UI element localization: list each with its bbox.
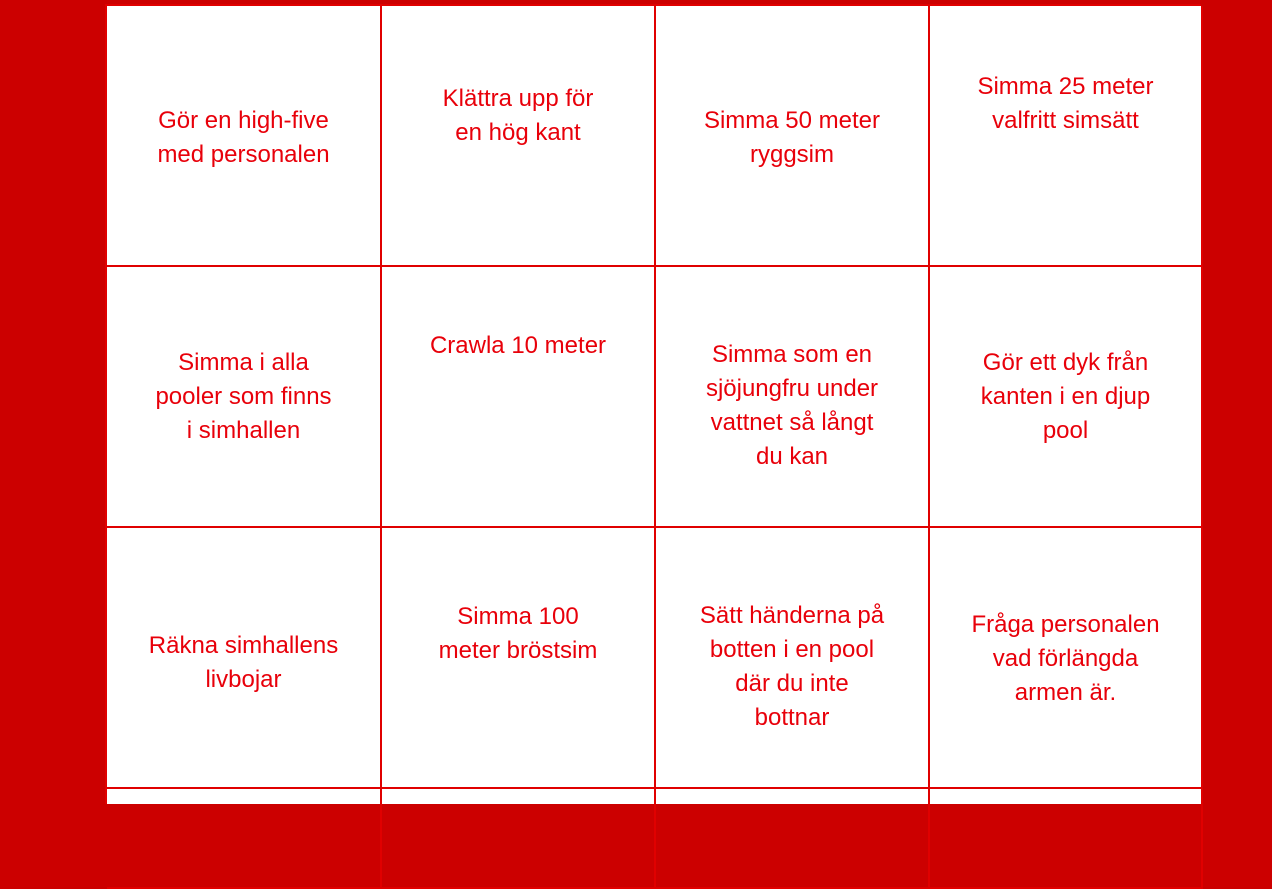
bingo-cell: [382, 267, 656, 528]
bingo-cell: [656, 267, 930, 528]
bingo-cell-text: Fråga personalen vad förlängda armen är.: [971, 610, 1160, 706]
bingo-cell-empty: [930, 789, 1203, 889]
bingo-cell-empty: [107, 789, 382, 889]
bingo-cell-text: Räkna simhallens livbojar: [148, 631, 339, 693]
bingo-cell: [382, 528, 656, 789]
bingo-cell-text: Simma 100 meter bröstsim: [438, 603, 598, 664]
bingo-cell: [930, 267, 1203, 528]
bingo-cell: [656, 6, 930, 267]
bingo-cell-text: Klättra upp för en hög kant: [442, 85, 594, 146]
bingo-cell: [107, 267, 382, 528]
bingo-cell-empty: [382, 789, 656, 889]
bingo-cell-text: Simma 50 meter ryggsim: [703, 106, 881, 168]
bingo-cell: [930, 6, 1203, 267]
bingo-cell-empty: [656, 789, 930, 889]
bingo-cell-text: Simma i alla pooler som finns i simhallen: [155, 348, 332, 444]
bingo-cell: [107, 6, 382, 267]
bingo-cell-text: Simma 25 meter valfritt simsätt: [977, 73, 1154, 134]
bingo-cell-text: Crawla 10 meter: [429, 332, 607, 359]
bingo-cell: [107, 528, 382, 789]
bingo-grid: [105, 4, 1201, 804]
bingo-cell-text: Simma som en sjöjungfru under vattnet så långt du kan: [705, 340, 879, 470]
bingo-cell-text: Gör ett dyk från kanten i en djup pool: [980, 348, 1151, 444]
bingo-cell: [382, 6, 656, 267]
bingo-cell-text: Gör en high-five med personalen: [157, 106, 330, 168]
bingo-cell: [656, 528, 930, 789]
bingo-cell-text: Sätt händerna på botten i en pool där du inte bottnar: [699, 601, 885, 731]
bingo-cell: [930, 528, 1203, 789]
